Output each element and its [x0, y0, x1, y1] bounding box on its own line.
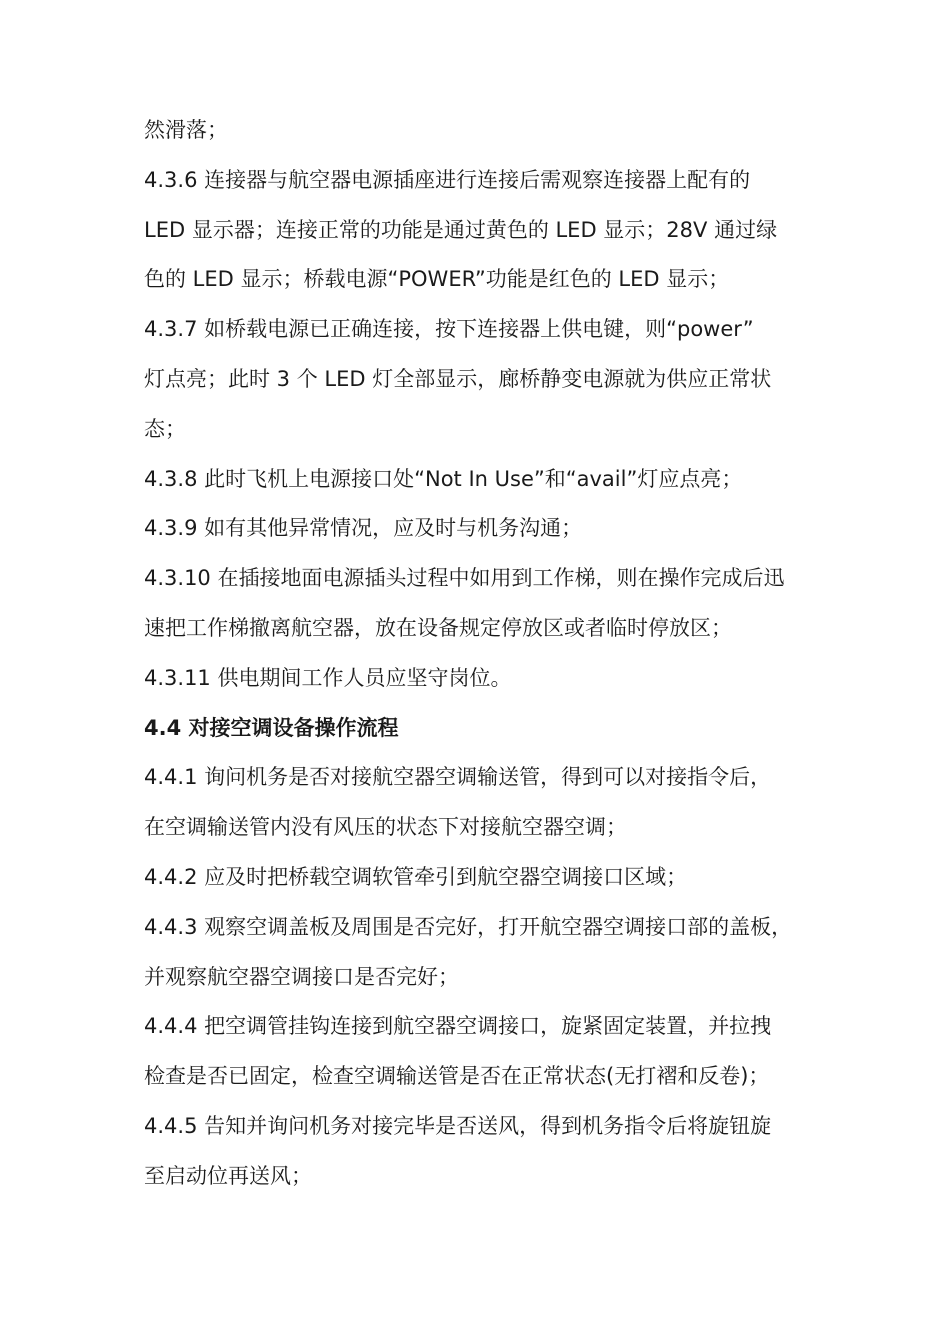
text-line: 4.4.5 告知并询问机务对接完毕是否送风，得到机务指令后将旋钮旋 [144, 1113, 772, 1138]
text-line: 灯点亮；此时 3 个 LED 灯全部显示，廊桥静变电源就为供应正常状 [144, 366, 772, 391]
text-line: 色的 LED 显示；桥载电源“POWER”功能是红色的 LED 显示； [144, 267, 730, 292]
text-line: 4.3.10 在插接地面电源插头过程中如用到工作梯，则在操作完成后迅 [144, 566, 785, 591]
section-heading: 4.4 对接空调设备操作流程 [144, 715, 399, 740]
text-line: 4.4.1 询问机务是否对接航空器空调输送管，得到可以对接指令后， [144, 765, 772, 790]
text-line: 4.3.7 如桥载电源已正确连接，按下连接器上供电键，则“power” [144, 317, 754, 342]
text-line: 4.3.9 如有其他异常情况，应及时与机务沟通； [144, 516, 583, 541]
text-line: 态； [144, 416, 186, 441]
text-line: LED 显示器；连接正常的功能是通过黄色的 LED 显示；28V 通过绿 [144, 217, 778, 242]
text-line: 并观察航空器空调接口是否完好； [144, 964, 459, 989]
text-line: 至启动位再送风； [144, 1163, 312, 1188]
text-line: 4.3.6 连接器与航空器电源插座进行连接后需观察连接器上配有的 [144, 167, 751, 192]
text-line: 4.4.4 把空调管挂钩连接到航空器空调接口，旋紧固定装置，并拉拽 [144, 1014, 772, 1039]
text-line: 4.3.11 供电期间工作人员应坚守岗位。 [144, 665, 512, 690]
text-line: 速把工作梯撤离航空器，放在设备规定停放区或者临时停放区； [144, 615, 732, 640]
text-line: 检查是否已固定，检查空调输送管是否在正常状态(无打褶和反卷)； [144, 1064, 770, 1089]
text-line: 然滑落； [144, 118, 228, 142]
document-body [144, 106, 814, 1202]
text-line: 4.4.3 观察空调盖板及周围是否完好，打开航空器空调接口部的盖板， [144, 914, 793, 939]
text-line: 4.3.8 此时飞机上电源接口处“Not In Use”和“avail”灯应点亮； [144, 466, 743, 491]
text-line: 在空调输送管内没有风压的状态下对接航空器空调； [144, 815, 627, 840]
text-line: 4.4.2 应及时把桥载空调软管牵引到航空器空调接口区域； [144, 864, 688, 889]
